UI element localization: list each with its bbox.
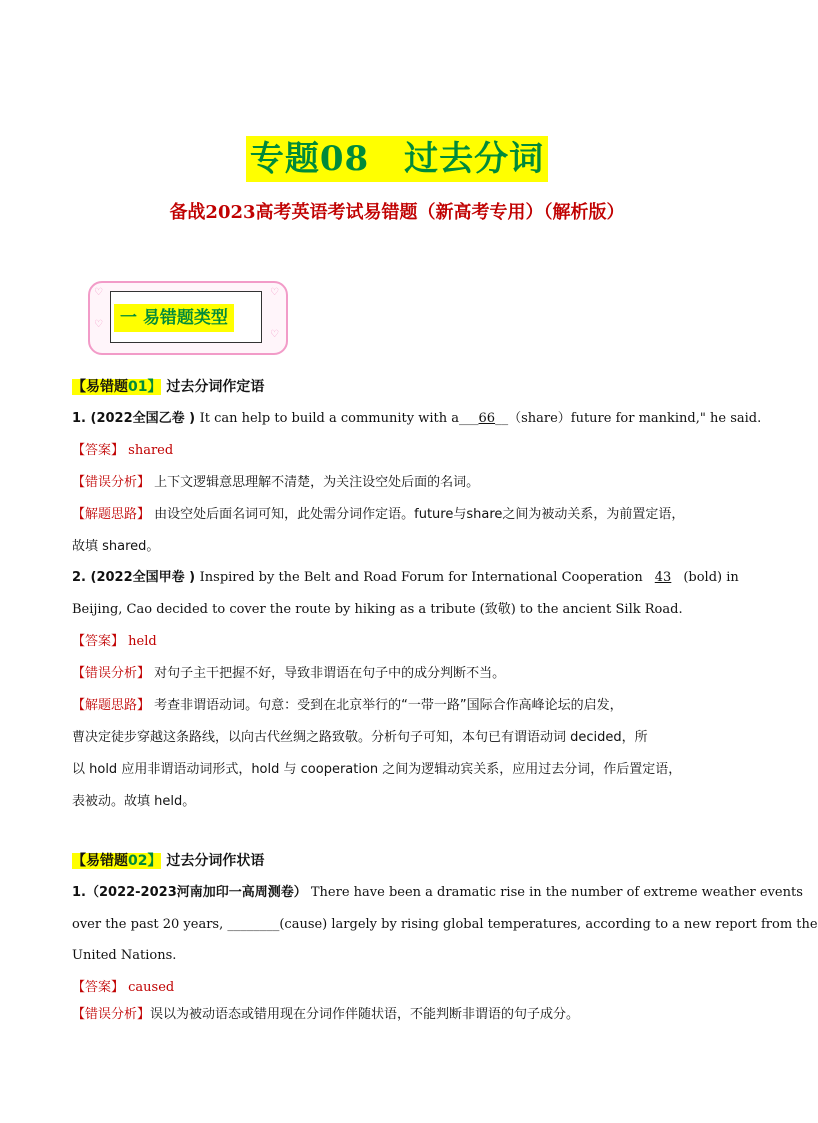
answer-line: 【答案】 shared xyxy=(72,443,174,458)
answer-line: 【答案】 caused xyxy=(72,980,175,995)
section-heading-02 xyxy=(72,851,264,871)
section-title: 过去分词作定语 xyxy=(161,379,265,395)
section-title: 过去分词作状语 xyxy=(161,853,265,869)
answer-blank: 43 xyxy=(654,570,672,585)
question-line: 2. (2022全国甲卷 ) Inspired by the Belt and Road Forum for International Cooperation 43 (bold) in xyxy=(72,570,739,585)
solution-line: 表被动。故填 held。 xyxy=(72,794,196,809)
solution-line: 以 hold 应用非谓语动词形式，hold 与 cooperation 之间为逻辑动宾关系，应用过去分词，作后置定语， xyxy=(72,762,682,777)
frame-label: 一 易错题类型 xyxy=(114,304,234,332)
heart-icon: ♡ xyxy=(270,329,279,340)
answer-blank: 66 xyxy=(478,411,496,426)
question-line: over the past 20 years, ________(cause) largely by rising global temperatures, according to a new report from the xyxy=(72,917,818,932)
heart-icon: ♡ xyxy=(94,319,103,330)
page-subtitle: 备战2023高考英语考试易错题（新高考专用）（解析版） xyxy=(169,202,625,223)
error-analysis-line: 【错误分析】 对句子主干把握不好，导致非谓语在句子中的成分判断不当。 xyxy=(72,666,506,681)
heart-icon: ♡ xyxy=(270,287,279,298)
question-line: Beijing, Cao decided to cover the route by hiking as a tribute (致敬) to the ancient Silk Road. xyxy=(72,602,683,617)
question-line: 1. (2022全国乙卷 ) It can help to build a community with a___66__（share）future for mankind," he said. xyxy=(72,411,762,426)
title-wrap xyxy=(0,136,794,182)
section-tag: 【易错题01】 xyxy=(72,379,162,395)
solution-line: 【解题思路】 考查非谓语动词。句意：受到在北京举行的“一带一路”国际合作高峰论坛的启发， xyxy=(72,698,623,713)
heart-icon: ♡ xyxy=(94,287,103,298)
answer-line: 【答案】 held xyxy=(72,634,157,649)
question-line: United Nations. xyxy=(72,948,177,963)
error-analysis-line: 【错误分析】 上下文逻辑意思理解不清楚，为关注设空处后面的名词。 xyxy=(72,475,480,490)
solution-line: 【解题思路】 由设空处后面名词可知，此处需分词作定语。future与share之间为被动关系，为前置定语， xyxy=(72,507,685,522)
solution-line: 曹决定徒步穿越这条路线，以向古代丝绸之路致敬。分析句子可知，本句已有谓语动词 decided，所 xyxy=(72,730,648,745)
page-title: 专题08 过去分词 xyxy=(246,136,548,182)
solution-line: 故填 shared。 xyxy=(72,539,160,554)
section-heading-01 xyxy=(72,377,264,397)
question-line: 1.（2022-2023河南加印一高周测卷） There have been a dramatic rise in the number of extreme weather events xyxy=(72,885,803,900)
error-analysis-line: 【错误分析】误以为被动语态或错用现在分词作伴随状语，不能判断非谓语的句子成分。 xyxy=(72,1007,580,1022)
section-tag: 【易错题02】 xyxy=(72,853,162,869)
